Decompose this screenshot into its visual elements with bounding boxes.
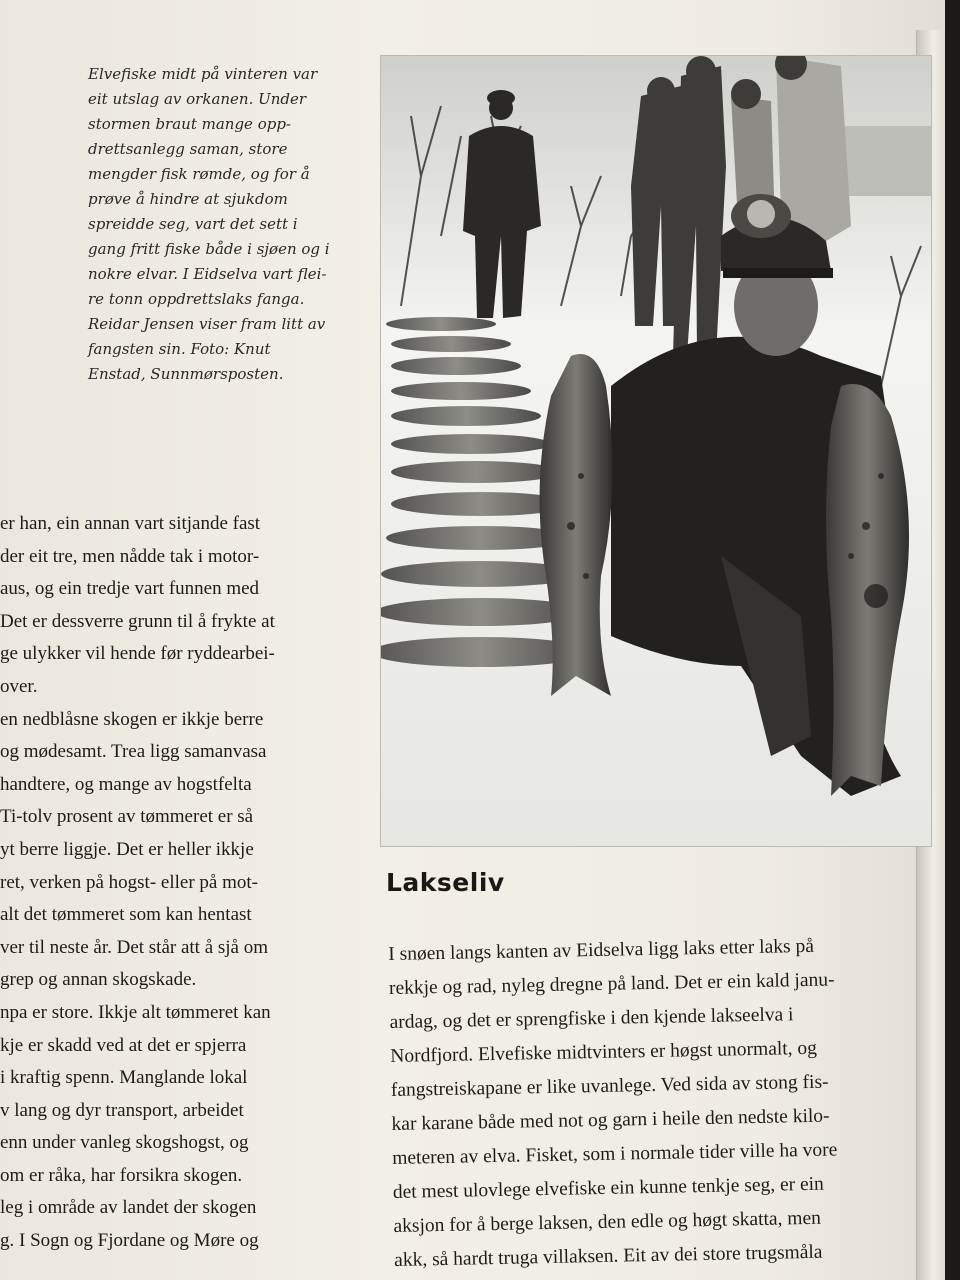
text-line: leg i område av landet der skogen xyxy=(0,1197,257,1219)
caption-line: re tonn oppdrettslaks fanga. xyxy=(88,290,305,308)
text-line: i kraftig spenn. Manglande lokal xyxy=(0,1067,248,1089)
text-line: en nedblåsne skogen er ikkje berre xyxy=(0,708,264,730)
caption-line: mengder fisk rømde, og for å xyxy=(88,165,310,183)
text-line: Nordfjord. Elvefiske midtvinters er høgst unormalt, og xyxy=(390,1037,818,1067)
text-line: kar karane både med not og garn i heile den nedste kilo- xyxy=(391,1105,830,1135)
text-line: ge ulykker vil hende før ryddearbei- xyxy=(0,643,275,665)
caption-line: Reidar Jensen viser fram litt av xyxy=(88,315,326,333)
caption-line: spreidde seg, vart det sett i xyxy=(88,215,298,233)
text-line: Ti-tolv prosent av tømmeret er så xyxy=(0,806,254,828)
text-line: npa er store. Ikkje alt tømmeret kan xyxy=(0,1001,271,1023)
text-line: aksjon for å berge laksen, den edle og høgt skatta, men xyxy=(393,1207,822,1237)
text-line: handtere, og mange av hogstfelta xyxy=(0,773,252,795)
text-line: ver til neste år. Det står att å sjå om xyxy=(0,936,269,958)
photo-caption xyxy=(88,62,340,387)
text-line: grep og annan skogskade. xyxy=(0,969,197,991)
caption-line: stormen braut mange opp- xyxy=(88,115,292,133)
text-line: v lang og dyr transport, arbeidet xyxy=(0,1099,244,1121)
text-line: enn under vanleg skogshogst, og xyxy=(0,1132,249,1154)
salmon-photo-illustration xyxy=(381,56,931,846)
caption-line: Enstad, Sunnmørsposten. xyxy=(88,365,284,383)
text-line: Det er dessverre grunn til å frykte at xyxy=(0,610,275,632)
caption-line: prøve å hindre at sjukdom xyxy=(88,190,288,208)
caption-line: drettsanlegg saman, store xyxy=(88,140,288,158)
text-line: og mødesamt. Trea ligg samanvasa xyxy=(0,741,267,763)
text-line: er han, ein annan vart sitjande fast xyxy=(0,513,261,534)
text-line: I snøen langs kanten av Eidselva ligg laks etter laks på xyxy=(388,935,815,965)
text-line: over. xyxy=(0,675,38,697)
caption-line: fangsten sin. Foto: Knut xyxy=(88,340,271,358)
text-line: om er råka, har forsikra skogen. xyxy=(0,1164,243,1186)
text-line: yt berre liggje. Det er heller ikkje xyxy=(0,838,254,860)
body-text xyxy=(388,927,942,1277)
text-line: meteren av elva. Fisket, som i normale tider ville ha vore xyxy=(392,1139,838,1169)
text-line: akk, så hardt truga villaksen. Eit av dei store trugsmåla xyxy=(393,1241,823,1271)
section-heading: Lakseliv xyxy=(386,868,505,897)
left-text-column xyxy=(0,508,345,1258)
text-line: det mest ulovlege elvefiske ein kunne tenkje seg, er ein xyxy=(392,1173,825,1203)
caption-line: gang fritt fiske både i sjøen og i xyxy=(88,240,330,258)
text-line: fangstreiskapane er like uvanlege. Ved sida av stong fis- xyxy=(390,1071,829,1101)
caption-line: Elvefiske midt på vinteren var xyxy=(88,65,318,83)
text-line: kje er skadd ved at det er spjerra xyxy=(0,1034,247,1056)
text-line: ardag, og det er sprengfiske i den kjende lakseelva i xyxy=(389,1004,794,1033)
text-line: rekkje og rad, nyleg dregne på land. Det er ein kald janu- xyxy=(388,969,835,999)
caption-line: nokre elvar. I Eidselva vart flei- xyxy=(88,265,327,283)
text-line: g. I Sogn og Fjordane og Møre og xyxy=(0,1230,259,1252)
text-line: der eit tre, men nådde tak i motor- xyxy=(0,545,260,567)
salmon-photo xyxy=(380,55,932,847)
caption-line: eit utslag av orkanen. Under xyxy=(88,90,307,108)
text-line: alt det tømmeret som kan hentast xyxy=(0,904,252,926)
text-line: aus, og ein tredje vart funnen med xyxy=(0,578,260,600)
text-line: ret, verken på hogst- eller på mot- xyxy=(0,871,258,893)
